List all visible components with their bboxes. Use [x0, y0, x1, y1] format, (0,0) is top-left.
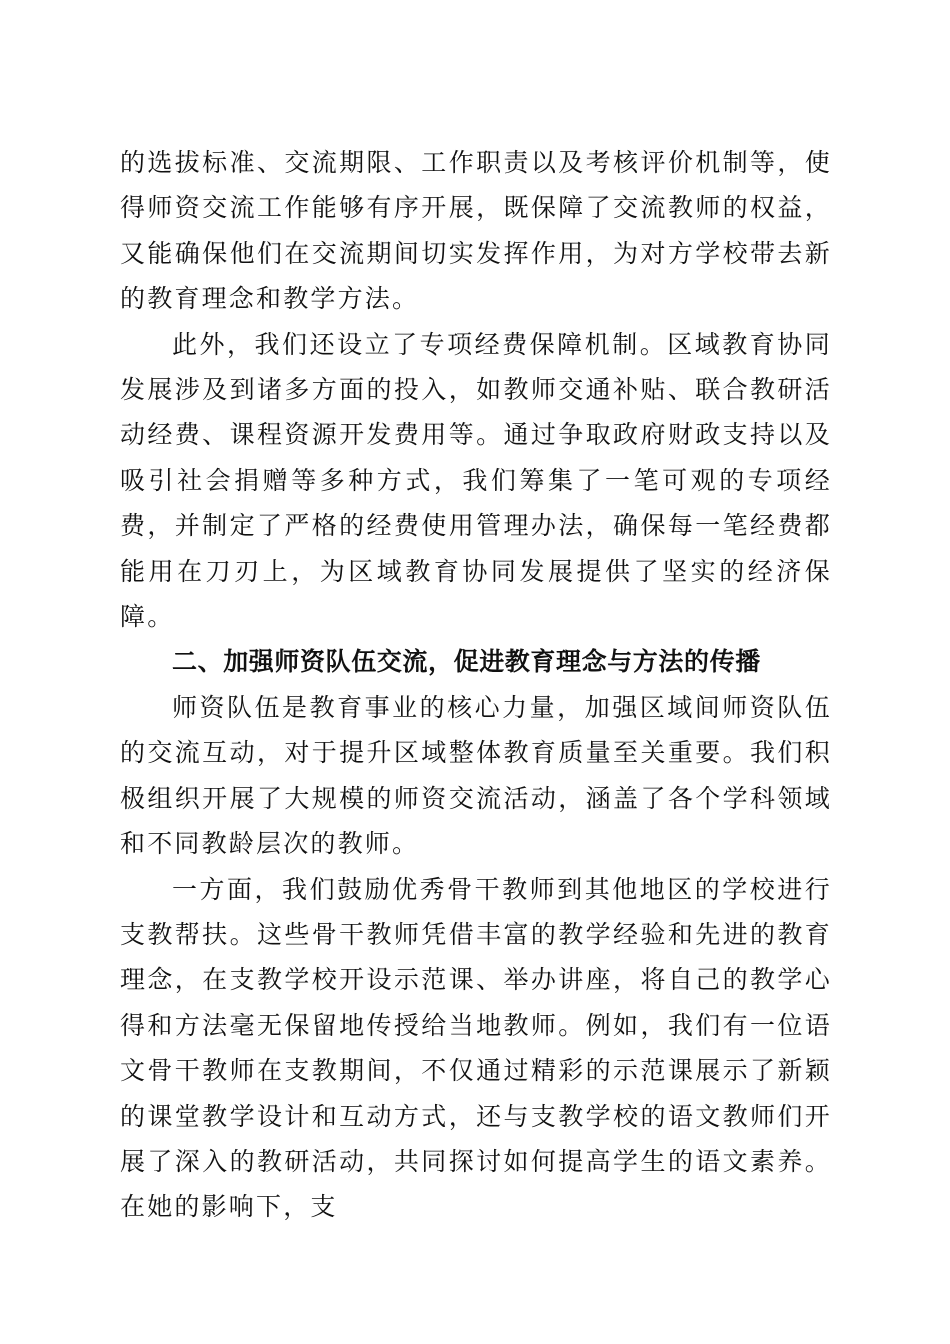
paragraph-support-teaching: 一方面，我们鼓励优秀骨干教师到其他地区的学校进行支教帮扶。这些骨干教师凭借丰富的教学经验和先进的教育理念，在支教学校开设示范课、举办讲座，将自己的教学心得和方法毫无保留地传授给当地教师。例如，我们有一位语文骨干教师在支教期间，不仅通过精彩的示范课展示了新颖的课堂教学设计和互动方式，还与支教学校的语文教师们开展了深入的教研活动，共同探讨如何提高学生的语文素养。在她的影响下，支 — [120, 874, 832, 1222]
section-heading: 二、加强师资队伍交流，促进教育理念与方法的传播 — [172, 647, 761, 677]
paragraph-continued: 的选拔标准、交流期限、工作职责以及考核评价机制等，使得师资交流工作能够有序开展，既保障了交流教师的权益，又能确保他们在交流期间切实发挥作用，为对方学校带去新的教育理念和教学方法。 — [120, 148, 832, 314]
paragraph-teacher-exchange: 师资队伍是教育事业的核心力量，加强区域间师资队伍的交流互动，对于提升区域整体教育质量至关重要。我们积极组织开展了大规模的师资交流活动，涵盖了各个学科领域和不同教龄层次的教师。 — [120, 692, 832, 859]
paragraph-funding: 此外，我们还设立了专项经费保障机制。区域教育协同发展涉及到诸多方面的投入，如教师交通补贴、联合教研活动经费、课程资源开发费用等。通过争取政府财政支持以及吸引社会捐赠等多种方式，我们筹集了一笔可观的专项经费，并制定了严格的经费使用管理办法，确保每一笔经费都能用在刀刃上，为区域教育协同发展提供了坚实的经济保障。 — [120, 329, 832, 632]
document-body — [120, 140, 832, 1230]
